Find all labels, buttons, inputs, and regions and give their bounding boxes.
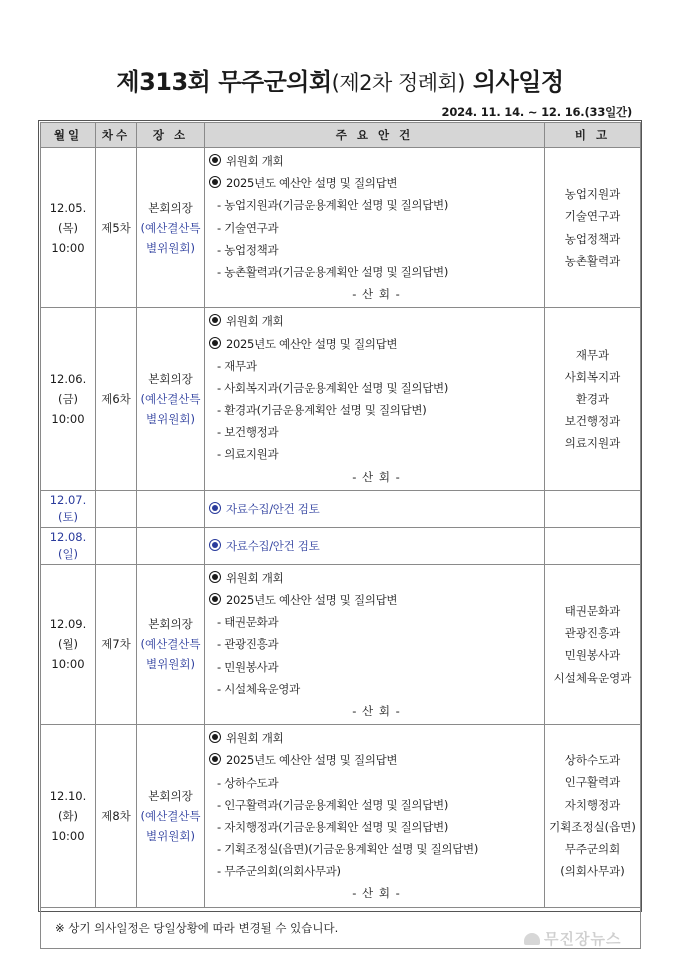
- agenda-open: 위원회 개회: [209, 150, 544, 172]
- date-cell: [41, 725, 96, 908]
- agenda-close: - 산 회 -: [352, 703, 401, 718]
- watermark-text: 무진장뉴스: [544, 930, 622, 948]
- session-cell: 제6차: [96, 308, 137, 491]
- weekday: (토): [57, 509, 79, 524]
- agenda-item: - 관광진흥과: [217, 637, 279, 652]
- agenda-budget: 2025년도 예산안 설명 및 질의답변: [209, 589, 544, 611]
- header-date: 월일: [41, 123, 96, 148]
- agenda-cell: [205, 527, 545, 564]
- note-item: 기획조정실(읍면): [549, 819, 636, 834]
- place-committee: (예산결산특: [140, 808, 201, 823]
- agenda-budget: 2025년도 예산안 설명 및 질의답변: [209, 333, 544, 355]
- agenda-item: - 환경과(기금운용계획안 설명 및 질의답변): [217, 403, 427, 418]
- title-main: 제313회 무주군의회: [116, 68, 332, 96]
- session-cell: 제8차: [96, 725, 137, 908]
- weekday: (화): [57, 808, 79, 823]
- place-cell: [137, 725, 205, 908]
- agenda-item: - 무주군의회(의회사무과): [217, 864, 341, 879]
- weekday: (월): [57, 637, 79, 652]
- place-cell: [137, 564, 205, 724]
- note-item: 무주군의회: [564, 842, 621, 857]
- place-cell: [137, 490, 205, 527]
- agenda-review: 자료수집/안건 검토: [209, 535, 544, 557]
- note-item: 민원봉사과: [564, 648, 621, 663]
- agenda-item: - 보건행정과: [217, 425, 279, 440]
- place-name: 본회의장: [148, 200, 193, 215]
- weekday: (일): [57, 546, 79, 561]
- date: 12.09.: [49, 617, 87, 632]
- note-item: 사회복지과: [564, 369, 621, 384]
- agenda-item: - 태권문화과: [217, 615, 279, 630]
- weekday: (금): [57, 392, 79, 407]
- table-row: [41, 148, 641, 308]
- agenda-item: - 인구활력과(기금운용계획안 설명 및 질의답변): [217, 797, 449, 812]
- bullet-icon: [209, 753, 221, 765]
- agenda-item: - 상하수도과: [217, 775, 279, 790]
- agenda-item: - 재무과: [217, 358, 257, 373]
- agenda-item: - 기술연구과: [217, 220, 279, 235]
- watermark-logo-icon: [524, 933, 540, 945]
- note-item: 의료지원과: [564, 436, 621, 451]
- agenda-item: - 사회복지과(기금운용계획안 설명 및 질의답변): [217, 380, 449, 395]
- header-notes: 비 고: [545, 123, 641, 148]
- place-cell: [137, 308, 205, 491]
- date: 12.06.: [49, 372, 87, 387]
- session-cell: 제7차: [96, 564, 137, 724]
- agenda-cell: [205, 564, 545, 724]
- date: 12.10.: [49, 788, 87, 803]
- notes-cell: [545, 527, 641, 564]
- agenda-item: - 자치행정과(기금운용계획안 설명 및 질의답변): [217, 819, 449, 834]
- note-item: 태권문화과: [564, 604, 621, 619]
- time: 10:00: [51, 412, 85, 427]
- agenda-cell: [205, 490, 545, 527]
- date: 12.08.: [49, 529, 87, 544]
- date-cell: [41, 490, 96, 527]
- agenda-cell: [205, 725, 545, 908]
- note-item: 기술연구과: [564, 209, 621, 224]
- agenda-open: 위원회 개회: [209, 567, 544, 589]
- date-cell: [41, 308, 96, 491]
- place-committee: (예산결산특: [140, 637, 201, 652]
- agenda-open: 위원회 개회: [209, 727, 544, 749]
- header-place: 장 소: [137, 123, 205, 148]
- table-row: [41, 490, 641, 527]
- note-item: 환경과: [575, 391, 610, 406]
- footnote: ※ 상기 의사일정은 당일상황에 따라 변경될 수 있습니다.: [41, 907, 641, 948]
- note-item: 상하수도과: [564, 753, 621, 768]
- watermark: [524, 928, 666, 952]
- time: 10:00: [51, 657, 85, 672]
- place-name: 본회의장: [148, 372, 193, 387]
- agenda-review: 자료수집/안건 검토: [209, 498, 544, 520]
- table-row: [41, 308, 641, 491]
- session-cell: [96, 527, 137, 564]
- header-agenda: 주 요 안 건: [205, 123, 545, 148]
- bullet-icon: [209, 176, 221, 188]
- note-item: 자치행정과: [564, 797, 621, 812]
- bullet-icon: [209, 502, 221, 514]
- date: 12.05.: [49, 200, 87, 215]
- note-item: 농촌활력과: [564, 253, 621, 268]
- session-cell: 제5차: [96, 148, 137, 308]
- agenda-close: - 산 회 -: [352, 886, 401, 901]
- place-name: 본회의장: [148, 788, 193, 803]
- table-row: [41, 527, 641, 564]
- note-item: 시설체육운영과: [553, 670, 632, 685]
- note-item: 보건행정과: [564, 414, 621, 429]
- agenda-item: - 기획조정실(읍면)(기금운용계획안 설명 및 질의답변): [217, 842, 479, 857]
- bullet-icon: [209, 731, 221, 743]
- bullet-icon: [209, 314, 221, 326]
- agenda-open: 위원회 개회: [209, 310, 544, 332]
- agenda-item: - 농업지원과(기금운용계획안 설명 및 질의답변): [217, 198, 449, 213]
- note-item: 관광진흥과: [564, 626, 621, 641]
- title-sub: (제2차 정례회): [331, 71, 465, 95]
- schedule-table: [40, 122, 641, 949]
- notes-cell: [545, 148, 641, 308]
- bullet-icon: [209, 154, 221, 166]
- title-tail: 의사일정: [472, 68, 564, 96]
- table-row: [41, 564, 641, 724]
- place-committee-2: 별위원회): [146, 412, 195, 427]
- agenda-close: - 산 회 -: [352, 287, 401, 302]
- table-row: [41, 725, 641, 908]
- place-committee-2: 별위원회): [146, 657, 195, 672]
- period-text: 2024. 11. 14. ~ 12. 16.(33일간): [441, 105, 632, 119]
- place-name: 본회의장: [148, 617, 193, 632]
- time: 10:00: [51, 240, 85, 255]
- time: 10:00: [51, 828, 85, 843]
- date-cell: [41, 564, 96, 724]
- notes-cell: [545, 490, 641, 527]
- note-item: 농업지원과: [564, 187, 621, 202]
- place-committee-2: 별위원회): [146, 240, 195, 255]
- notes-cell: [545, 308, 641, 491]
- bullet-icon: [209, 539, 221, 551]
- place-cell: [137, 148, 205, 308]
- agenda-item: - 의료지원과: [217, 447, 279, 462]
- notes-cell: [545, 564, 641, 724]
- agenda-budget: 2025년도 예산안 설명 및 질의답변: [209, 749, 544, 771]
- document-title: [0, 62, 680, 97]
- place-committee: (예산결산특: [140, 220, 201, 235]
- date: 12.07.: [49, 492, 87, 507]
- agenda-cell: [205, 148, 545, 308]
- weekday: (목): [57, 220, 79, 235]
- agenda-cell: [205, 308, 545, 491]
- date-cell: [41, 527, 96, 564]
- date-cell: [41, 148, 96, 308]
- agenda-item: - 시설체육운영과: [217, 681, 300, 696]
- note-item: 재무과: [575, 347, 610, 362]
- header-row: [41, 123, 641, 148]
- session-cell: [96, 490, 137, 527]
- agenda-budget: 2025년도 예산안 설명 및 질의답변: [209, 172, 544, 194]
- agenda-item: - 농촌활력과(기금운용계획안 설명 및 질의답변): [217, 264, 449, 279]
- agenda-item: - 농업정책과: [217, 242, 279, 257]
- note-item: 농업정책과: [564, 231, 621, 246]
- header-session: 차수: [96, 123, 137, 148]
- notes-cell: [545, 725, 641, 908]
- bullet-icon: [209, 337, 221, 349]
- note-item: 인구활력과: [564, 775, 621, 790]
- place-cell: [137, 527, 205, 564]
- bullet-icon: [209, 571, 221, 583]
- agenda-close: - 산 회 -: [352, 469, 401, 484]
- place-committee: (예산결산특: [140, 392, 201, 407]
- bullet-icon: [209, 593, 221, 605]
- agenda-item: - 민원봉사과: [217, 659, 279, 674]
- note-item: (의회사무과): [560, 864, 625, 879]
- place-committee-2: 별위원회): [146, 828, 195, 843]
